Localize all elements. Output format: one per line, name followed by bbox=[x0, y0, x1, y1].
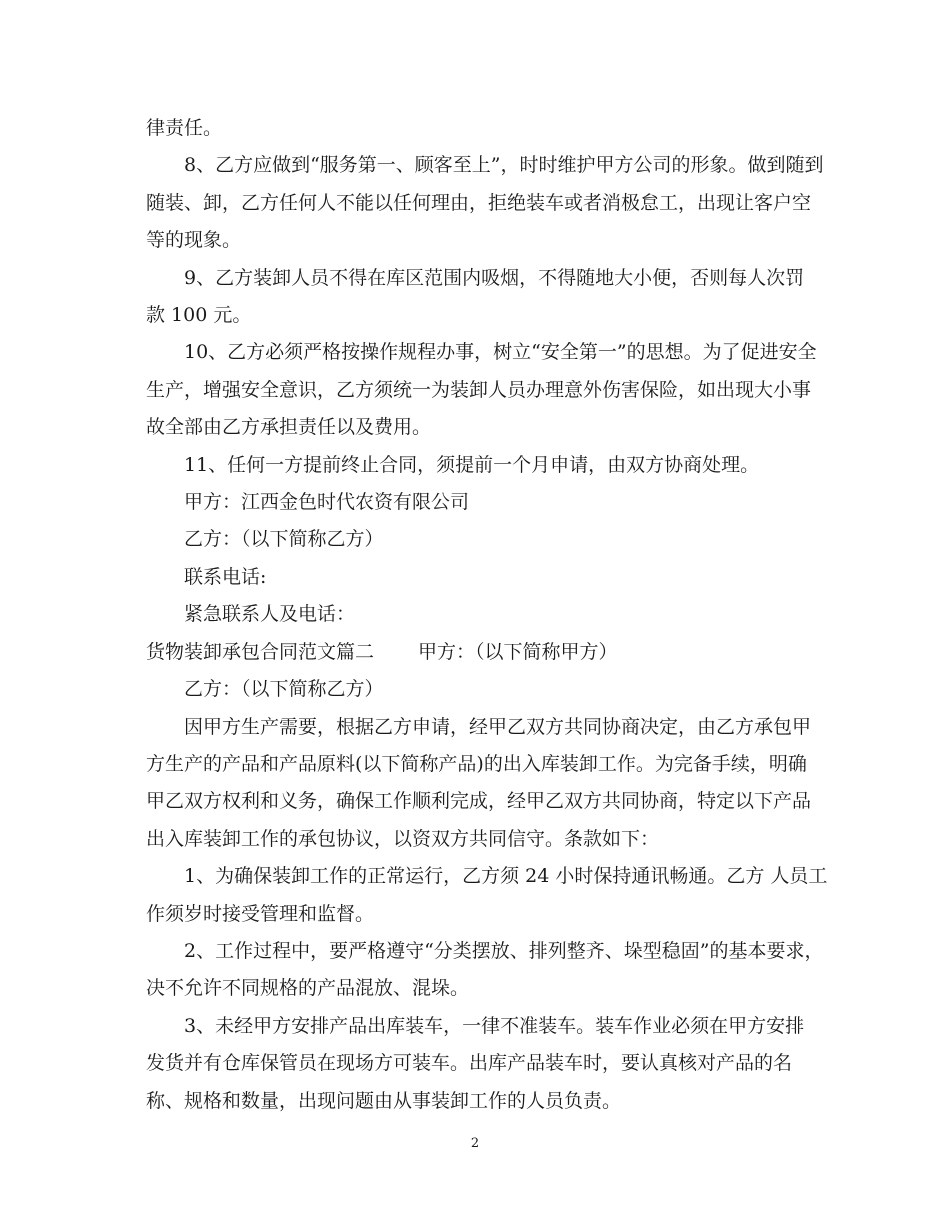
contact-phone-line: 联系电话: bbox=[184, 565, 267, 588]
text-line: 随装、卸，乙方任何人不能以任何理由，拒绝装车或者消极怠工，出现让客户空 bbox=[146, 191, 812, 214]
text-line: 方生产的产品和产品原料(以下简称产品)的出入库装卸工作。为完备手续，明确 bbox=[146, 752, 807, 775]
text-line: 款 100 元。 bbox=[146, 304, 252, 327]
section-title-line bbox=[146, 634, 806, 671]
text-line: 甲乙双方权利和义务，确保工作顺利完成，经甲乙双方共同协商，特定以下产品 bbox=[146, 790, 812, 813]
text-line: 11、任何一方提前终止合同，须提前一个月申请，由双方协商处理。 bbox=[184, 453, 760, 476]
section-party-a: 甲方：（以下简称甲方） bbox=[418, 640, 618, 663]
text-line: 10、乙方必须严格按操作规程办事，树立“安全第一”的思想。为了促进安全 bbox=[184, 341, 817, 364]
text-line: 称、规格和数量，出现问题由从事装卸工作的人员负责。 bbox=[146, 1089, 622, 1112]
text-line: 发货并有仓库保管员在现场方可装车。出库产品装车时，要认真核对产品的名 bbox=[146, 1052, 793, 1075]
text-line: 故全部由乙方承担责任以及费用。 bbox=[146, 416, 432, 439]
text-line: 因甲方生产需要，根据乙方申请，经甲乙双方共同协商决定，由乙方承包甲 bbox=[184, 715, 812, 738]
text-line: 9、乙方装卸人员不得在库区范围内吸烟，不得随地大小便，否则每人次罚 bbox=[184, 266, 805, 289]
text-line: 等的现象。 bbox=[146, 229, 242, 252]
text-line: 3、未经甲方安排产品出库装车，一律不准装车。装车作业必须在甲方安排 bbox=[184, 1014, 805, 1037]
section-title: 货物装卸承包合同范文篇二 bbox=[146, 640, 375, 663]
text-line: 生产，增强安全意识，乙方须统一为装卸人员办理意外伤害保险，如出现大小事 bbox=[146, 378, 812, 401]
party-b-line: 乙方：（以下简称乙方） bbox=[184, 678, 384, 701]
text-line: 2、工作过程中，要严格遵守“分类摆放、排列整齐、垛型稳固”的基本要求， bbox=[184, 939, 824, 962]
text-line: 律责任。 bbox=[146, 117, 223, 139]
document-body bbox=[146, 110, 828, 1120]
emergency-contact-line: 紧急联系人及电话： bbox=[184, 603, 356, 626]
text-line: 作须岁时接受管理和监督。 bbox=[146, 902, 375, 925]
text-line: 决不允许不同规格的产品混放、混垛。 bbox=[146, 977, 470, 1000]
text-line: 出入库装卸工作的承包协议，以资双方共同信守。条款如下： bbox=[146, 827, 660, 850]
title-gap bbox=[374, 634, 418, 671]
text-line: 1、为确保装卸工作的正常运行，乙方须 24 小时保持通讯畅通。乙方 人员工 bbox=[184, 865, 828, 888]
party-a-line: 甲方：江西金色时代农资有限公司 bbox=[184, 491, 470, 514]
party-b-line: 乙方：（以下简称乙方） bbox=[184, 528, 384, 551]
text-line: 8、乙方应做到“服务第一、顾客至上”，时时维护甲方公司的形象。做到随到 bbox=[184, 154, 824, 177]
page-number: 2 bbox=[470, 1136, 480, 1151]
